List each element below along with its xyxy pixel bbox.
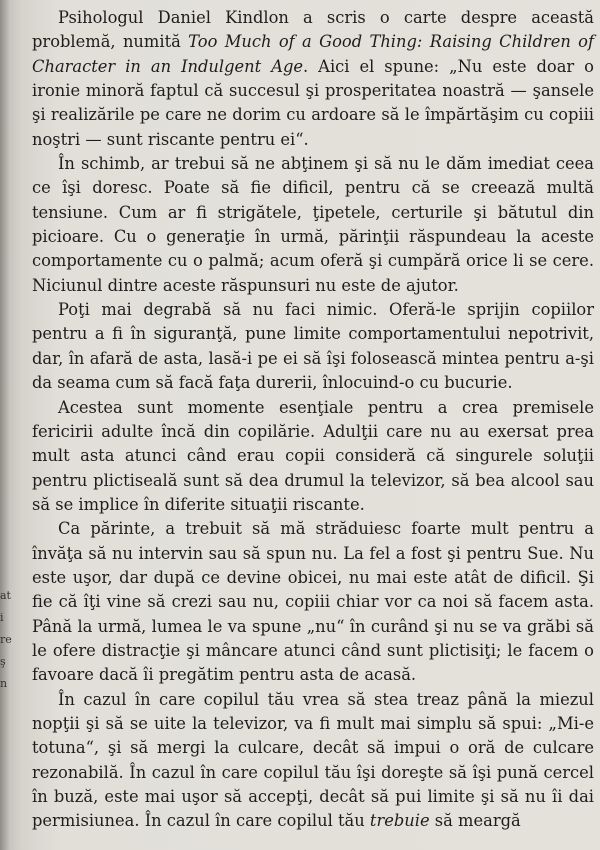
paragraph-text: să meargă [429, 811, 521, 831]
margin-fragment: ş [0, 655, 6, 668]
page-gutter [0, 0, 10, 850]
paragraph-5: Ca părinte, a trebuit să mă străduiesc foarte mult pentru a învăţa să nu intervin sau să spun nu. La fel a fost şi pentru Sue. Nu este uşor, dar după ce devine obicei, nu mai este atât de dificil. Şi fie că îţi vine să crezi sau nu, copiii chiar vor ca noi să facem asta. Până la urmă, lumea le va spune „nu“ în curând şi nu se va grăbi să le ofere distracţie şi mâncare atunci când sunt plictisiţi; le facem o favoare dacă îi pregătim pentru asta de acasă. [32, 519, 594, 685]
margin-fragment: n [0, 677, 8, 690]
emphasized-word: trebuie [369, 811, 430, 831]
paragraph-6 [32, 688, 594, 834]
book-title: Too Much of a Good Thing: Raising Children of Character in an Indulgent Age [32, 32, 595, 76]
margin-fragment: i [0, 611, 4, 624]
paragraph-text: . Aici el spune: „Nu este doar o ironie minoră faptul că succesul şi prosperitatea noastră — şansele şi realizările pe care ne dorim cu ardoare să le împărtăşim cu copiii noştri — sunt riscante pentru ei“. [32, 56, 594, 149]
paragraph-3: Poţi mai degrabă să nu faci nimic. Oferă-le sprijin copiilor pentru a fi în siguranţă, pune limite comportamentului nepotrivit, dar, în afară de asta, lasă-i pe ei să îşi folosească mintea pentru a-şi da seama cum să facă faţa durerii, înlocuind-o cu bucurie. [32, 300, 594, 393]
paragraph-text: În cazul în care copilul tău vrea să stea treaz până la miezul nopţii şi să se uite la televizor, va fi mult mai simplu să spui: „Mi-e totuna“, şi să mergi la culcare, decât să impui o oră de culcare rezonabilă. În cazul în care copilul tău îşi doreşte să îşi pună cercel în buză, este mai uşor să accepţi, decât să pui limite şi să nu îi dai permisiunea. În cazul în care copilul tău [32, 689, 594, 831]
paragraph-4: Acestea sunt momente esenţiale pentru a crea premisele fericirii adulte încă din copilărie. Adulţii care nu au exersat prea mult asta atunci când erau copii consideră că singurele soluţii pentru plictiseală sunt să dea drumul la televizor, să bea alcool sau să se implice în diferite situaţii riscante. [32, 397, 594, 514]
margin-fragment: re [0, 633, 12, 646]
facing-page-fragments [0, 590, 10, 700]
paragraph-2: În schimb, ar trebui să ne abţinem şi să nu le dăm imediat ceea ce îşi doresc. Poate să fie dificil, pentru că se creează multă tensiune. Cum ar fi strigătele, ţipetele, certurile şi bătutul din picioare. Cu o generaţie în urmă, părinţii răspundeau la aceste comportamente cu o palmă; acum oferă şi cumpără orice li se cere. Niciunul dintre aceste răspunsuri nu este de ajutor. [32, 154, 594, 295]
page-text [32, 6, 594, 834]
paragraph-text: Psihologul Daniel Kindlon a scris o carte despre această problemă, numită [32, 8, 594, 52]
margin-fragment: at [0, 589, 11, 602]
paragraph-1 [32, 6, 594, 152]
